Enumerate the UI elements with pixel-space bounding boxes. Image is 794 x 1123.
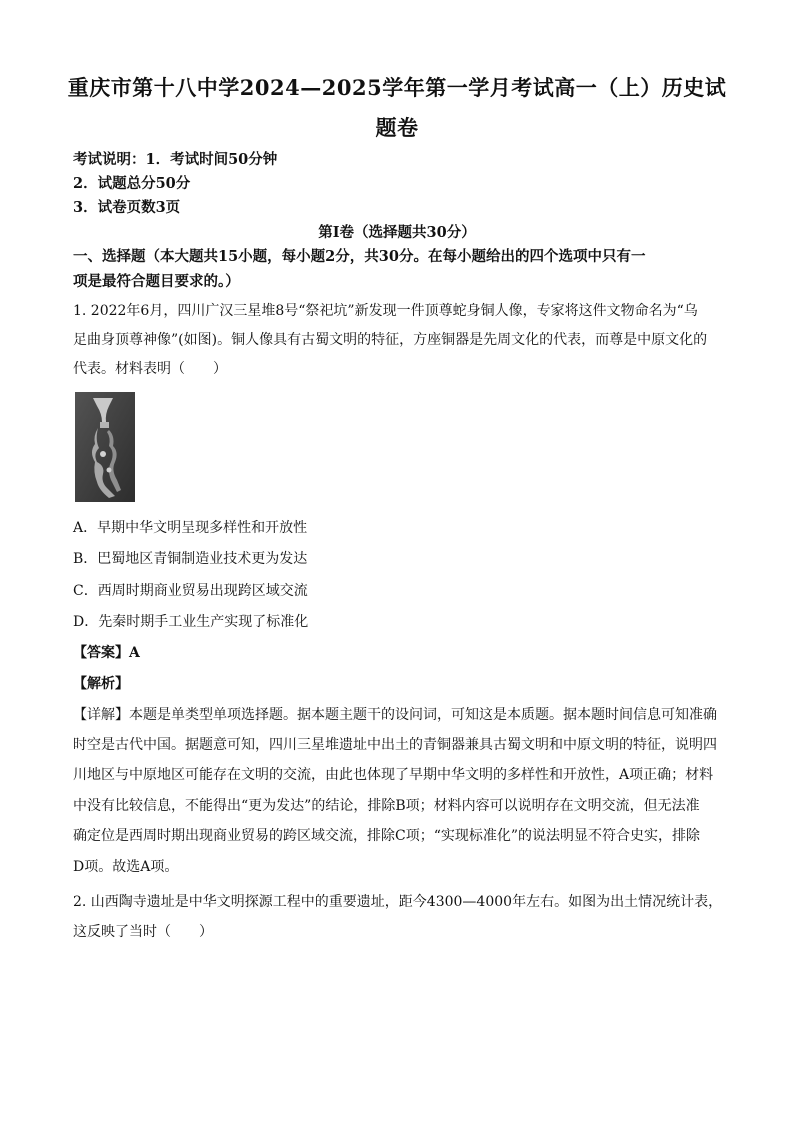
exam-note-2: 2．试题总分50分 <box>73 175 191 192</box>
q1-option-b: B．巴蜀地区青铜制造业技术更为发达 <box>73 551 308 567</box>
exam-title-line2: 题卷 <box>375 115 419 140</box>
q1-detail-line5: 确定位是西周时期出现商业贸易的跨区域交流，排除C项；“实现标准化”的说法明显不符合史实，排除 <box>73 828 701 844</box>
q1-detail-line3: 川地区与中原地区可能存在文明的交流，由此也体现了早期中华文明的多样性和开放性，A项正确；材料 <box>73 767 714 783</box>
exam-note-1: 考试说明：1．考试时间50分钟 <box>73 151 278 168</box>
bronze-statue-image <box>75 392 135 502</box>
q2-stem-line2: 这反映了当时（ ） <box>73 924 213 940</box>
exam-note-3: 3．试卷页数3页 <box>73 199 181 216</box>
section-heading-line2: 项是最符合题目要求的。） <box>73 273 240 290</box>
section-heading-line1: 一、选择题（本大题共15小题，每小题2分，共30分。在每小题给出的四个选项中只有一 <box>73 248 646 265</box>
q1-stem-line1: 1. 2022年6月，四川广汉三星堆8号“祭祀坑”新发现一件顶尊蛇身铜人像，专家将这件文物命名为“乌 <box>73 303 698 319</box>
q2-stem-line1: 2. 山西陶寺遗址是中华文明探源工程中的重要遗址，距今4300—4000年左右。如图为出土情况统计表， <box>73 894 723 910</box>
exam-title-line1: 重庆市第十八中学2024—2025学年第一学月考试高一（上）历史试 <box>67 75 727 100</box>
bronze-statue-photo <box>75 392 135 502</box>
q1-detail-line1: 【详解】本题是单类型单项选择题。据本题主题干的设问词，可知这是本质题。据本题时间信息可知准确 <box>73 707 717 723</box>
q1-option-c: C．西周时期商业贸易出现跨区域交流 <box>73 583 308 599</box>
part-heading: 第Ⅰ卷（选择题共30分） <box>318 224 476 241</box>
q1-option-d: D．先秦时期手工业生产实现了标准化 <box>73 614 309 630</box>
q1-detail-line2: 时空是古代中国。据题意可知，四川三星堆遗址中出土的青铜器兼具古蜀文明和中原文明的特征，说明四 <box>73 737 717 753</box>
q1-stem-line2: 足曲身顶尊神像”(如图)。铜人像具有古蜀文明的特征，方座铜器是先周文化的代表，而尊是中原文化的 <box>73 332 708 348</box>
q1-answer: 【答案】A <box>73 645 140 661</box>
q1-detail-line6: D项。故选A项。 <box>73 859 179 875</box>
q1-analysis-label: 【解析】 <box>73 676 129 692</box>
q1-detail-line4: 中没有比较信息，不能得出“更为发达”的结论，排除B项；材料内容可以说明存在文明交流，但无法准 <box>73 798 700 814</box>
q1-option-a: A．早期中华文明呈现多样性和开放性 <box>73 520 308 536</box>
q1-stem-line3: 代表。材料表明（ ） <box>73 361 227 377</box>
